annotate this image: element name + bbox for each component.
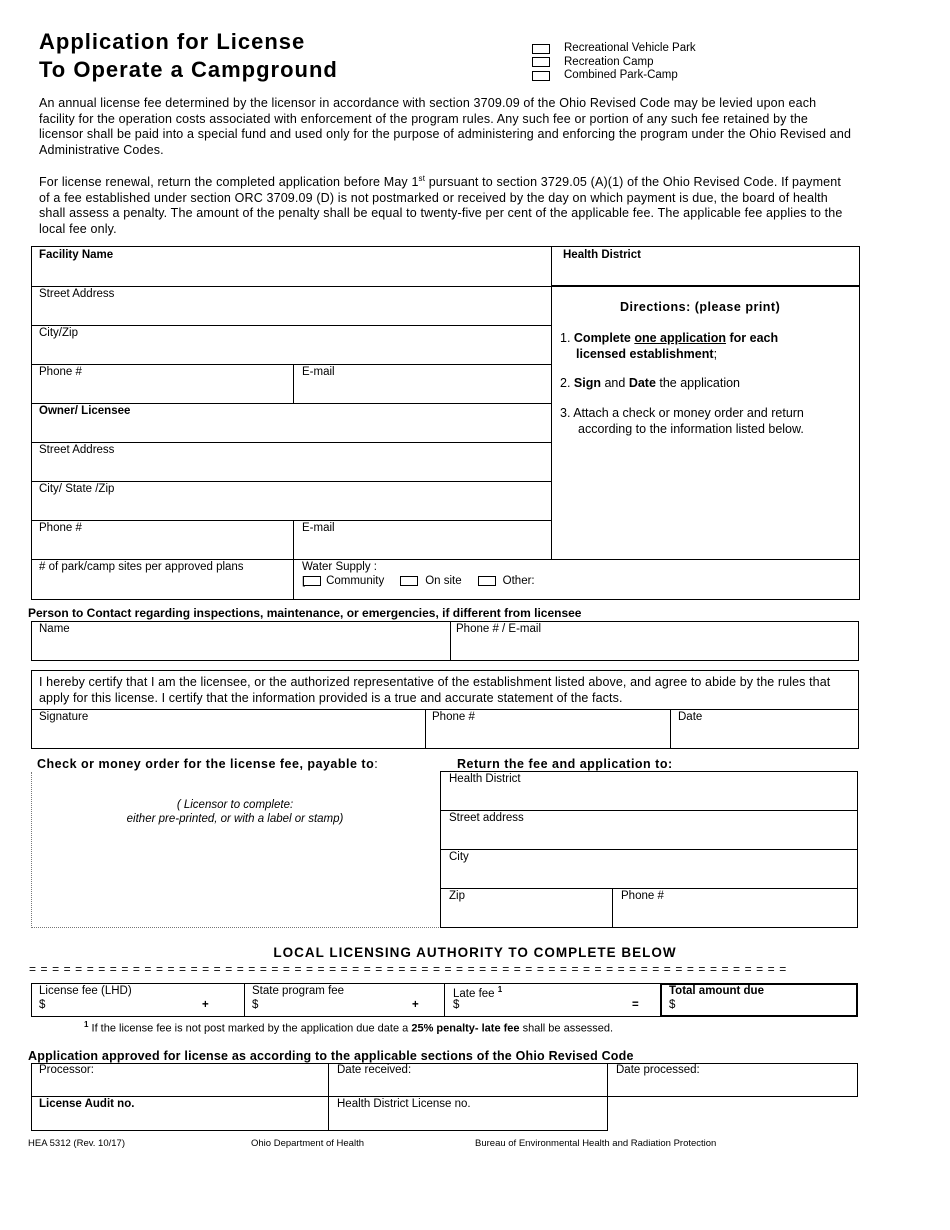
- direction-3-line-2: according to the information listed below.: [578, 421, 804, 436]
- facility-type-combined: [532, 69, 696, 83]
- date-received-label: Date received:: [337, 1064, 412, 1076]
- late-fee-currency: $: [453, 999, 460, 1011]
- owner-phone-field[interactable]: [31, 520, 293, 559]
- return-zip-label: Zip: [449, 890, 465, 902]
- processor-label: Processor:: [39, 1064, 94, 1076]
- facility-name-field[interactable]: [31, 246, 551, 286]
- facility-name-label: Facility Name: [39, 249, 114, 261]
- direction-1-for-each: for each: [726, 331, 779, 345]
- license-fee-currency: $: [39, 999, 46, 1011]
- license-fee-plus: +: [202, 999, 209, 1011]
- payable-to-bold: payable to: [307, 757, 375, 771]
- sites-label: # of park/camp sites per approved plans: [39, 561, 244, 573]
- licensor-instructions-line-1: ( Licensor to complete:: [176, 799, 294, 811]
- intro-paragraph-renewal: [39, 171, 854, 237]
- payable-to-title: [37, 757, 378, 771]
- certify-phone-label: Phone #: [432, 711, 475, 723]
- state-fee-currency: $: [252, 999, 259, 1011]
- contact-name-label: Name: [39, 623, 70, 635]
- return-to-title: Return the fee and application to:: [457, 757, 673, 771]
- form-number: HEA 5312 (Rev. 10/17): [28, 1138, 125, 1149]
- hd-license-field[interactable]: [329, 1096, 607, 1131]
- payable-to-prefix: Check or money order for the license fee,: [37, 757, 308, 771]
- on-site-label: On site: [425, 575, 462, 587]
- direction-1-one-application: one application: [634, 331, 727, 345]
- direction-2-rest: the application: [655, 376, 740, 390]
- street-address-label: Street Address: [39, 288, 115, 300]
- owner-street-field[interactable]: [31, 442, 551, 481]
- license-audit-field[interactable]: [31, 1096, 328, 1131]
- total-amount-field[interactable]: [662, 985, 856, 1015]
- late-fee-text: Late fee: [453, 987, 498, 1000]
- return-zip-field[interactable]: [440, 888, 612, 928]
- signature-label: Signature: [39, 711, 89, 723]
- double-dash-divider: = = = = = = = = = = = = = = = = = = = = = = = = = = = = = = = = = = = = = = = = = = = = = = = = = = = = = = = = = = = = = = = = = =: [29, 962, 787, 976]
- owner-licensee-field[interactable]: [31, 403, 551, 442]
- total-amount-label: Total amount due: [669, 985, 764, 997]
- facility-type-rv-park: [532, 42, 696, 56]
- contact-section-title: Person to Contact regarding inspections, maintenance, or emergencies, if different from licensee: [28, 606, 582, 620]
- certification-text: I hereby certify that I am the licensee, or the authorized representative of the establishment listed above, and agree to abide by the rules that apply for this license. I certify that the information provided is a true and accurate statement of the facts.: [39, 675, 831, 705]
- direction-2: [560, 376, 740, 392]
- payable-to-colon: :: [374, 757, 379, 771]
- health-district-field[interactable]: [552, 247, 859, 287]
- community-label: Community: [326, 575, 385, 587]
- combined-park-camp-label: Combined Park-Camp: [564, 69, 678, 81]
- phone-label: Phone #: [39, 366, 82, 378]
- owner-licensee-label: Owner/ Licensee: [39, 405, 131, 417]
- footnote-text-bold: 25% penalty- late fee: [411, 1022, 520, 1035]
- return-street-field[interactable]: [440, 810, 858, 849]
- return-health-district-label: Health District: [449, 773, 521, 785]
- footnote-mark: 1: [84, 1020, 89, 1029]
- combined-park-camp-checkbox[interactable]: [532, 71, 550, 81]
- signature-field[interactable]: [31, 709, 425, 749]
- return-street-label: Street address: [449, 812, 524, 824]
- licensor-instructions: [31, 798, 439, 826]
- contact-name-field[interactable]: [31, 621, 450, 661]
- recreation-camp-checkbox[interactable]: [532, 57, 550, 67]
- direction-1-semicolon: ;: [713, 346, 718, 361]
- recreation-camp-label: Recreation Camp: [564, 55, 654, 68]
- street-address-field[interactable]: [31, 286, 551, 325]
- other-label: Other:: [502, 575, 535, 587]
- footnote-text-post: shall be assessed.: [519, 1022, 614, 1035]
- facility-type-recreation-camp: [532, 56, 696, 70]
- on-site-checkbox[interactable]: [400, 576, 418, 586]
- return-health-district-field[interactable]: [440, 771, 858, 810]
- water-supply-label: Water Supply :: [302, 561, 377, 573]
- rv-park-checkbox[interactable]: [532, 44, 550, 54]
- direction-2-number: 2.: [560, 376, 574, 390]
- licensor-instructions-line-2: either pre-printed, or with a label or stamp): [126, 813, 344, 825]
- license-audit-label: License Audit no.: [39, 1098, 135, 1110]
- owner-street-label: Street Address: [39, 444, 115, 456]
- rv-park-label: Recreational Vehicle Park: [564, 42, 696, 54]
- title-line-1: Application for License: [39, 29, 306, 54]
- date-processed-field[interactable]: [608, 1063, 858, 1096]
- direction-2-sign: Sign: [573, 376, 601, 390]
- contact-phone-email-field[interactable]: [451, 621, 859, 661]
- return-phone-field[interactable]: [613, 888, 858, 928]
- sites-field[interactable]: [31, 559, 293, 600]
- return-city-field[interactable]: [440, 849, 858, 888]
- hd-license-label: Health District License no.: [337, 1098, 471, 1110]
- email-field[interactable]: [294, 364, 551, 403]
- owner-email-label: E-mail: [302, 522, 335, 534]
- facility-type-group: [532, 42, 696, 83]
- page-title: [39, 28, 338, 84]
- certify-date-field[interactable]: [671, 709, 859, 749]
- direction-1: [560, 331, 855, 362]
- directions-title: Directions: (please print): [620, 300, 781, 314]
- direction-2-date: Date: [628, 376, 656, 390]
- direction-2-and: and: [601, 376, 629, 390]
- owner-email-field[interactable]: [294, 520, 551, 559]
- direction-3: [560, 406, 804, 437]
- department-name: Ohio Department of Health: [251, 1138, 365, 1149]
- return-phone-label: Phone #: [621, 890, 664, 902]
- certify-phone-field[interactable]: [426, 709, 670, 749]
- state-fee-field[interactable]: [245, 983, 444, 1017]
- renewal-text-post: pursuant to section 3729.05 (A)(1) of the Ohio Revised Code. If payment of a fee established under section ORC 3709.09 (D) is not postmarked or received by the day on which payment is due, the board of health shall assess a penalty. The amount of the penalty shall be equal to twenty-five per cent of the applicable fee. The applicable fee applies to the local fee only.: [39, 175, 843, 236]
- email-label: E-mail: [302, 366, 335, 378]
- late-fee-equals: =: [632, 999, 639, 1011]
- bureau-name: Bureau of Environmental Health and Radiation Protection: [475, 1138, 717, 1149]
- intro-paragraph-fee: An annual license fee determined by the licensor in accordance with section 3709.09 of the Ohio Revised Code may be levied upon each facility for the operation costs associated with enforcement of the program rules. Any such fee or portion of any such fee retained by the licensor shall be paid into a special fund and used only for the purpose of administering and enforcing the program under the Ohio Revised and Administrative Codes.: [39, 96, 852, 157]
- direction-1-licensed: licensed establishment: [576, 346, 714, 361]
- owner-phone-label: Phone #: [39, 522, 82, 534]
- state-fee-plus: +: [412, 999, 419, 1011]
- late-fee-footnote: [84, 1020, 613, 1035]
- city-zip-label: City/Zip: [39, 327, 78, 339]
- renewal-text-sup: st: [418, 174, 426, 183]
- late-fee-field[interactable]: [445, 983, 660, 1017]
- owner-city-label: City/ State /Zip: [39, 483, 115, 495]
- state-fee-label: State program fee: [252, 985, 345, 997]
- total-amount-currency: $: [669, 999, 676, 1011]
- title-line-2: To Operate a Campground: [39, 57, 338, 82]
- return-city-label: City: [449, 851, 469, 863]
- certify-date-label: Date: [678, 711, 703, 723]
- renewal-text-pre: For license renewal, return the completed application before May 1: [39, 175, 419, 190]
- contact-phone-email-label: Phone # / E-mail: [456, 623, 542, 635]
- date-processed-label: Date processed:: [616, 1064, 700, 1076]
- community-checkbox[interactable]: [303, 576, 321, 586]
- direction-1-complete: Complete: [573, 331, 635, 345]
- health-district-label: Health District: [563, 249, 641, 261]
- license-fee-field[interactable]: [31, 983, 244, 1017]
- direction-3-line-1: 3. Attach a check or money order and return: [560, 406, 804, 420]
- approval-title: Application approved for license as according to the applicable sections of the Ohio Revised Code: [28, 1049, 634, 1063]
- city-zip-field[interactable]: [31, 325, 551, 364]
- licensor-stamp-area[interactable]: [31, 772, 439, 928]
- footnote-text-pre: If the license fee is not post marked by the application due date a: [88, 1022, 412, 1035]
- date-received-field[interactable]: [329, 1063, 607, 1096]
- license-fee-label: License fee (LHD): [39, 985, 132, 997]
- direction-1-number: 1.: [560, 331, 574, 345]
- phone-field[interactable]: [31, 364, 293, 403]
- other-checkbox[interactable]: [478, 576, 496, 586]
- processor-field[interactable]: [31, 1063, 328, 1096]
- late-fee-footnote-mark: 1: [497, 985, 503, 994]
- water-supply-options: [302, 575, 535, 587]
- owner-city-field[interactable]: [31, 481, 551, 520]
- local-authority-title: LOCAL LICENSING AUTHORITY TO COMPLETE BELOW: [273, 945, 677, 960]
